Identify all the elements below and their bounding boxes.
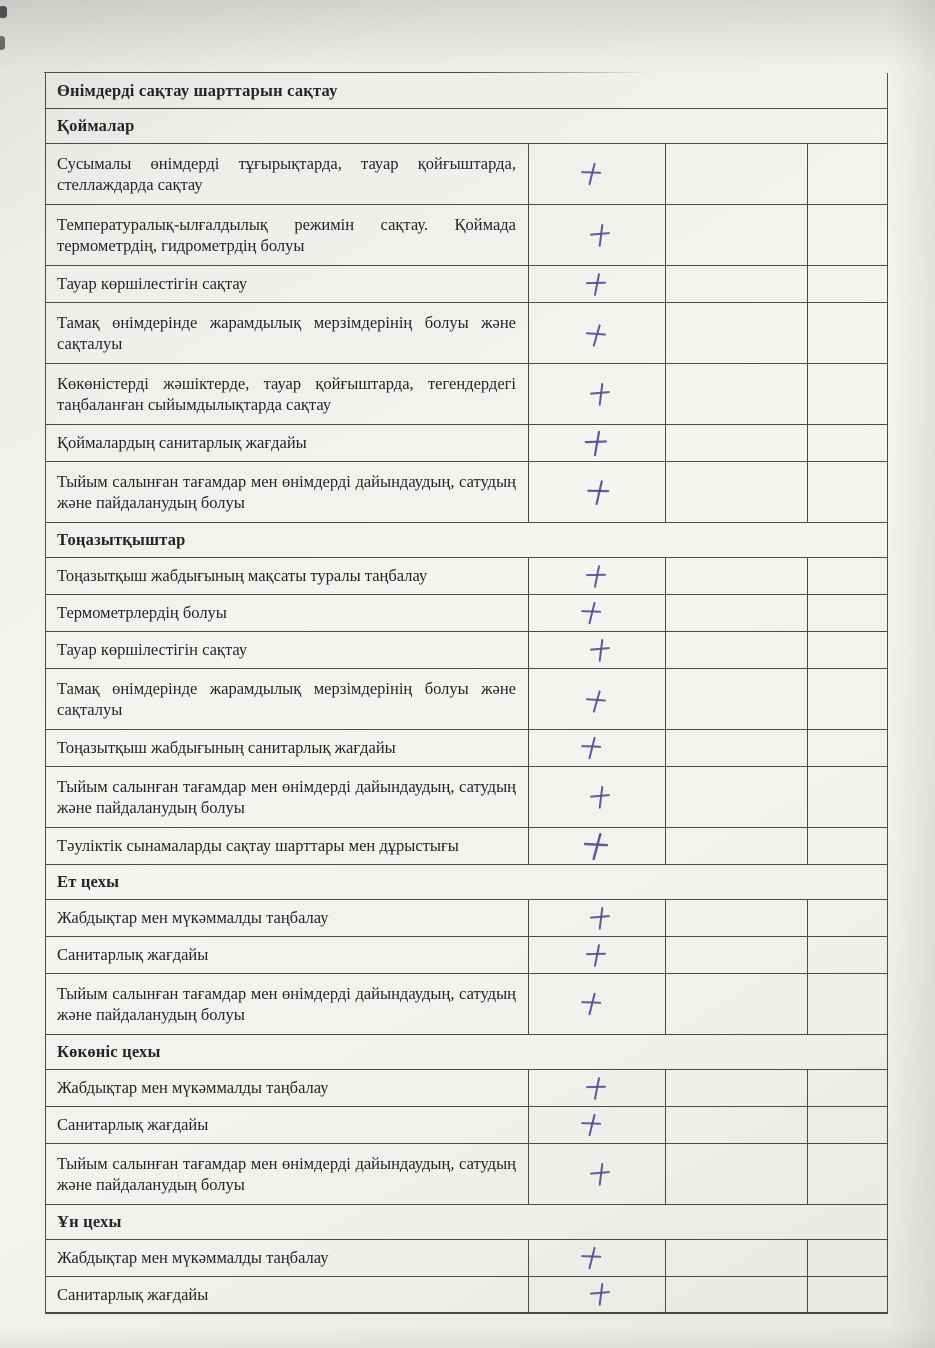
handwritten-plus-mark bbox=[590, 381, 613, 407]
empty-cell bbox=[665, 1107, 807, 1143]
table-row bbox=[46, 900, 887, 937]
criterion-text: Тәуліктік сынамаларды сақтау шарттары мен дұрыстығы bbox=[57, 836, 459, 856]
section-header-row bbox=[46, 523, 887, 558]
photo-edge-smudge bbox=[0, 36, 5, 50]
empty-cell bbox=[807, 974, 887, 1034]
table-row bbox=[46, 1144, 887, 1205]
table-row bbox=[46, 730, 887, 767]
mark-cell bbox=[528, 1070, 665, 1106]
table-row bbox=[46, 1107, 887, 1144]
table-row bbox=[46, 462, 887, 523]
criterion-text: Қоймалардың санитарлық жағдайы bbox=[57, 433, 307, 453]
empty-cell bbox=[665, 1144, 807, 1204]
empty-cell bbox=[807, 205, 887, 265]
empty-cell bbox=[665, 558, 807, 594]
mark-cell bbox=[528, 974, 665, 1034]
mark-cell bbox=[528, 303, 665, 363]
handwritten-plus-mark bbox=[584, 687, 609, 714]
empty-cell bbox=[665, 1070, 807, 1106]
criterion-text: Тоңазытқыш жабдығының санитарлық жағдайы bbox=[57, 738, 396, 758]
empty-cell bbox=[807, 900, 887, 936]
handwritten-plus-mark bbox=[586, 271, 609, 297]
mark-cell bbox=[528, 1107, 665, 1143]
empty-cell bbox=[807, 767, 887, 827]
criterion-text: Тамақ өнімдерінде жарамдылық мерзімдерінің болуы және сақталуы bbox=[57, 678, 516, 719]
empty-cell bbox=[665, 205, 807, 265]
handwritten-plus-mark bbox=[580, 599, 604, 626]
section-header-row bbox=[46, 1035, 887, 1070]
empty-cell bbox=[807, 1144, 887, 1204]
handwritten-plus-mark bbox=[590, 1281, 613, 1307]
mark-cell bbox=[528, 900, 665, 936]
criterion-text: Температуралық-ылғалдылық режимін сақтау. Қоймада термометрдің, гидрометрдің болуы bbox=[57, 214, 516, 255]
handwritten-plus-mark bbox=[586, 942, 609, 968]
handwritten-plus-mark bbox=[586, 563, 609, 589]
empty-cell bbox=[665, 730, 807, 766]
mark-cell bbox=[528, 364, 665, 424]
empty-cell bbox=[665, 144, 807, 204]
criterion-text: Жабдықтар мен мүкәммалды таңбалау bbox=[57, 1078, 329, 1098]
table-row bbox=[46, 144, 887, 205]
table-row bbox=[46, 767, 887, 828]
table-row bbox=[46, 205, 887, 266]
criterion-text: Тоңазытқыш жабдығының мақсаты туралы таңбалау bbox=[57, 566, 428, 586]
empty-cell bbox=[807, 828, 887, 864]
criterion-text: Қоймалар bbox=[57, 116, 135, 136]
mark-cell bbox=[528, 425, 665, 461]
empty-cell bbox=[665, 1277, 807, 1312]
criterion-text: Тауар көршілестігін сақтау bbox=[57, 640, 248, 660]
criterion-text: Көкөніс цехы bbox=[57, 1042, 161, 1062]
inspection-checklist-table bbox=[45, 73, 888, 1314]
empty-cell bbox=[807, 937, 887, 973]
table-row bbox=[46, 632, 887, 669]
empty-cell bbox=[665, 974, 807, 1034]
empty-cell bbox=[665, 425, 807, 461]
handwritten-plus-mark bbox=[590, 784, 613, 810]
photo-edge-smudge bbox=[0, 6, 7, 18]
handwritten-plus-mark bbox=[580, 734, 604, 761]
mark-cell bbox=[528, 669, 665, 729]
table-row bbox=[46, 669, 887, 730]
photo-bottom-shadow bbox=[0, 1326, 935, 1348]
mark-cell bbox=[528, 462, 665, 522]
criterion-text: Тыйым салынған тағамдар мен өнімдерді дайындаудың, сатудың және пайдаланудың болуы bbox=[57, 776, 516, 817]
empty-cell bbox=[665, 632, 807, 668]
mark-cell bbox=[528, 937, 665, 973]
criterion-text: Тауар көршілестігін сақтау bbox=[57, 274, 248, 294]
table-rows bbox=[46, 73, 887, 1314]
criterion-text: Тыйым салынған тағамдар мен өнімдерді дайындаудың, сатудың және пайдаланудың болуы bbox=[57, 471, 516, 512]
mark-cell bbox=[528, 767, 665, 827]
empty-cell bbox=[807, 669, 887, 729]
empty-cell bbox=[807, 266, 887, 302]
criterion-text: Тыйым салынған тағамдар мен өнімдерді дайындаудың, сатудың және пайдаланудың болуы bbox=[57, 983, 516, 1024]
criterion-text: Тоңазытқыштар bbox=[57, 530, 186, 550]
empty-cell bbox=[665, 900, 807, 936]
empty-cell bbox=[665, 828, 807, 864]
table-row bbox=[46, 303, 887, 364]
mark-cell bbox=[528, 205, 665, 265]
criterion-text: Ұн цехы bbox=[57, 1212, 122, 1232]
criterion-text: Жабдықтар мен мүкәммалды таңбалау bbox=[57, 908, 329, 928]
handwritten-plus-mark bbox=[590, 1161, 613, 1187]
criterion-text: Тамақ өнімдерінде жарамдылық мерзімдерінің болуы және сақталуы bbox=[57, 312, 516, 353]
mark-cell bbox=[528, 1144, 665, 1204]
mark-cell bbox=[528, 266, 665, 302]
empty-cell bbox=[665, 266, 807, 302]
criterion-text: Термометрлердің болуы bbox=[57, 603, 227, 623]
handwritten-plus-mark bbox=[586, 1075, 609, 1101]
handwritten-plus-mark bbox=[580, 1244, 604, 1271]
section-header-row bbox=[46, 1205, 887, 1240]
mark-cell bbox=[528, 144, 665, 204]
table-row bbox=[46, 974, 887, 1035]
criterion-text: Көкөністерді жәшіктерде, тауар қойғыштарда, тегендердегі таңбаланған сыйымдылықтарда сақтау bbox=[57, 373, 516, 414]
empty-cell bbox=[807, 558, 887, 594]
empty-cell bbox=[807, 425, 887, 461]
table-row bbox=[46, 558, 887, 595]
handwritten-plus-mark bbox=[580, 990, 604, 1017]
handwritten-plus-mark bbox=[590, 905, 613, 931]
mark-cell bbox=[528, 1277, 665, 1312]
mark-cell bbox=[528, 632, 665, 668]
empty-cell bbox=[665, 364, 807, 424]
criterion-text: Жабдықтар мен мүкәммалды таңбалау bbox=[57, 1248, 329, 1268]
handwritten-plus-mark bbox=[582, 829, 612, 862]
mark-cell bbox=[528, 558, 665, 594]
handwritten-plus-mark bbox=[584, 429, 609, 457]
handwritten-plus-mark bbox=[580, 160, 604, 187]
empty-cell bbox=[665, 303, 807, 363]
criterion-text: Сусымалы өнімдерді тұғырықтарда, тауар қойғыштарда, стеллаждарда сақтау bbox=[57, 153, 516, 194]
empty-cell bbox=[807, 1277, 887, 1312]
empty-cell bbox=[807, 364, 887, 424]
handwritten-plus-mark bbox=[590, 637, 613, 663]
table-row bbox=[46, 828, 887, 865]
handwritten-plus-mark bbox=[584, 321, 609, 348]
section-header-row bbox=[46, 109, 887, 144]
table-title-row bbox=[46, 73, 887, 109]
empty-cell bbox=[665, 1240, 807, 1276]
table-row bbox=[46, 364, 887, 425]
table-row bbox=[46, 425, 887, 462]
empty-cell bbox=[807, 1107, 887, 1143]
criterion-text: Ет цехы bbox=[57, 872, 120, 892]
mark-cell bbox=[528, 730, 665, 766]
empty-cell bbox=[807, 462, 887, 522]
mark-cell bbox=[528, 595, 665, 631]
handwritten-plus-mark bbox=[580, 1111, 604, 1138]
handwritten-plus-mark bbox=[590, 222, 613, 248]
table-row bbox=[46, 1070, 887, 1107]
handwritten-plus-mark bbox=[586, 478, 612, 507]
empty-cell bbox=[807, 144, 887, 204]
empty-cell bbox=[807, 730, 887, 766]
table-row bbox=[46, 266, 887, 303]
empty-cell bbox=[665, 595, 807, 631]
empty-cell bbox=[807, 303, 887, 363]
table-row bbox=[46, 595, 887, 632]
table-row bbox=[46, 1240, 887, 1277]
criterion-text: Санитарлық жағдайы bbox=[57, 1115, 209, 1135]
section-header-row bbox=[46, 865, 887, 900]
empty-cell bbox=[807, 595, 887, 631]
empty-cell bbox=[807, 632, 887, 668]
criterion-text: Өнімдерді сақтау шарттарын сақтау bbox=[57, 80, 338, 100]
empty-cell bbox=[807, 1070, 887, 1106]
empty-cell bbox=[665, 767, 807, 827]
criterion-text: Санитарлық жағдайы bbox=[57, 945, 209, 965]
mark-cell bbox=[528, 828, 665, 864]
empty-cell bbox=[807, 1240, 887, 1276]
criterion-text: Санитарлық жағдайы bbox=[57, 1284, 209, 1304]
mark-cell bbox=[528, 1240, 665, 1276]
table-row bbox=[46, 1277, 887, 1314]
criterion-text: Тыйым салынған тағамдар мен өнімдерді дайындаудың, сатудың және пайдаланудың болуы bbox=[57, 1153, 516, 1194]
table-row bbox=[46, 937, 887, 974]
empty-cell bbox=[665, 462, 807, 522]
empty-cell bbox=[665, 937, 807, 973]
empty-cell bbox=[665, 669, 807, 729]
